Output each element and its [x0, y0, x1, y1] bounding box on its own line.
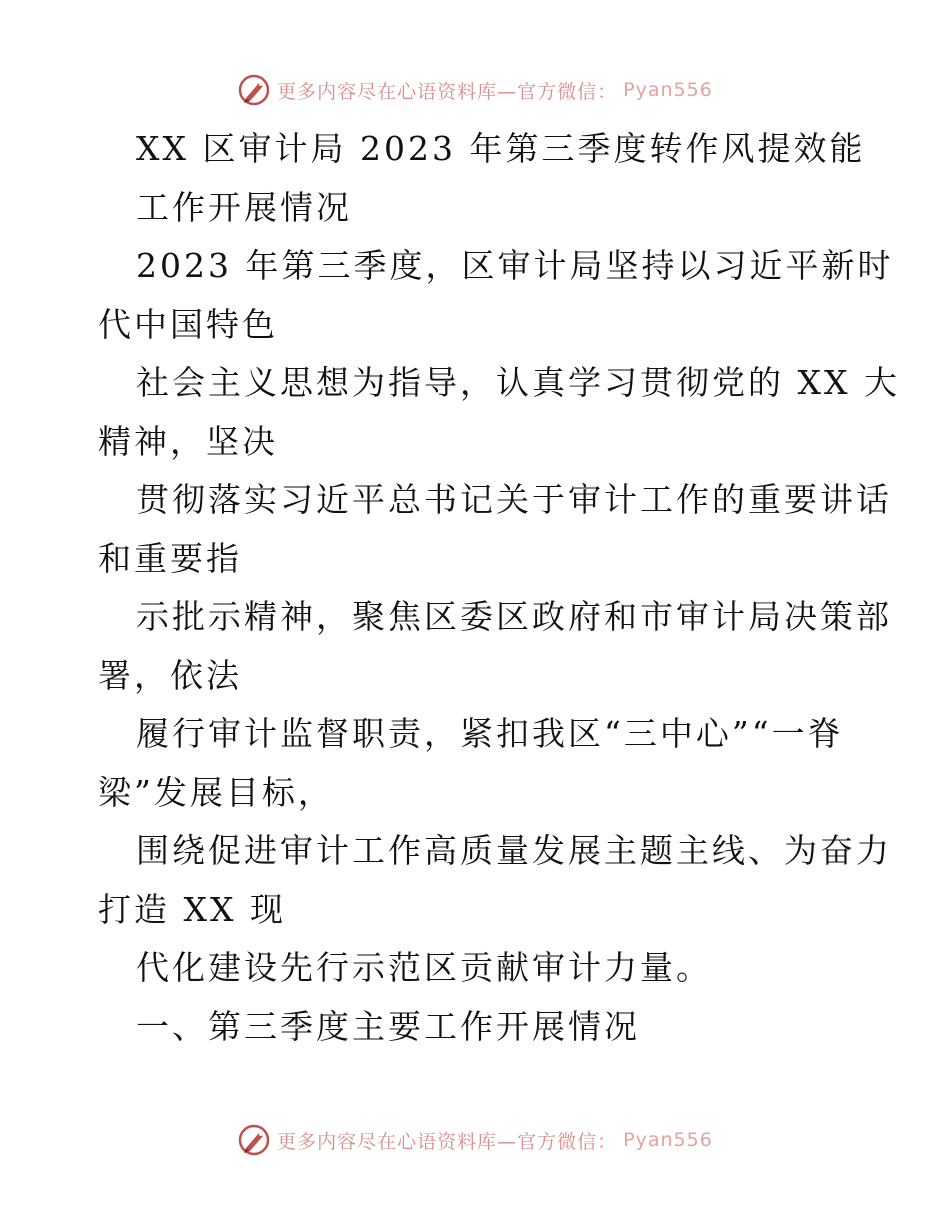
document-title-line-1: XX 区审计局 2023 年第三季度转作风提效能	[136, 129, 866, 168]
paragraph-line: 社会主义思想为指导，认真学习贯彻党的 XX 大	[136, 363, 900, 402]
paragraph-line: 示批示精神，聚焦区委区政府和市审计局决策部	[136, 597, 892, 636]
watermark-contact: Pyan556	[623, 1129, 713, 1151]
paragraph-line: 署，依法	[98, 655, 242, 695]
watermark-site-text: 更多内容尽在心语资料库—官方微信：	[277, 80, 618, 103]
paragraph-line: 代化建设先行示范区贡献审计力量。	[136, 948, 712, 987]
section-heading: 一、第三季度主要工作开展情况	[136, 1006, 640, 1046]
paragraph-line: 打造 XX 现	[98, 889, 286, 929]
pen-logo-icon	[237, 73, 271, 107]
watermark-contact: Pyan556	[623, 79, 713, 101]
watermark-header	[0, 70, 950, 110]
watermark-site-text: 更多内容尽在心语资料库—官方微信：	[277, 1130, 618, 1153]
paragraph-line: 2023 年第三季度，区审计局坚持以习近平新时	[136, 246, 894, 285]
paragraph-line: 履行审计监督职责，紧扣我区“三中心”“一脊	[136, 714, 844, 753]
document-body	[98, 120, 900, 1056]
paragraph-line: 梁”发展目标，	[98, 772, 334, 812]
pen-logo-icon	[237, 1123, 271, 1157]
paragraph-line: 贯彻落实习近平总书记关于审计工作的重要讲话	[136, 480, 892, 519]
document-title-line-2: 工作开展情况	[136, 187, 352, 227]
paragraph-line: 代中国特色	[98, 304, 278, 344]
paragraph-line: 围绕促进审计工作高质量发展主题主线、为奋力	[136, 831, 892, 870]
paragraph-line: 精神，坚决	[98, 421, 278, 461]
watermark-footer	[0, 1120, 950, 1160]
paragraph-line: 和重要指	[98, 538, 242, 578]
